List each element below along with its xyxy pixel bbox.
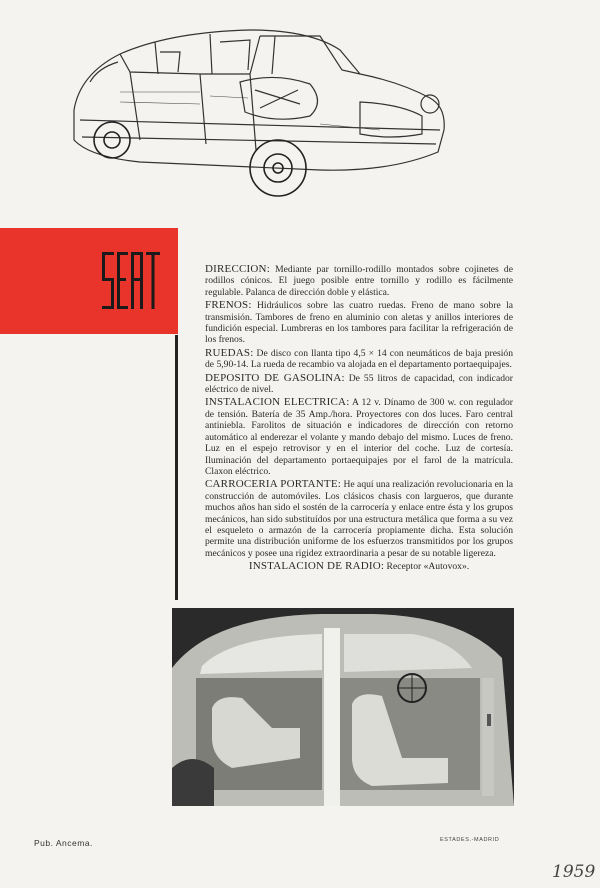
spec-body: De 55 litros de capacidad, con indicador eléctrico de nivel. xyxy=(205,372,513,396)
spec-body: He aquí una realización revolucionaria en la construcción de automóviles. Los clásicos chasis con largueros, que durante muchos años han sido el sostén de la carrocería y enlace entre ésta y los grupos mecánicos, han sido substituídos por una estructura metálica que forma a su vez el esqueleto o armazón de la carrocería propiamente dicha. Esta solución permite una distribución uniforme de los esfuerzos transmitidos por los grupos mecánicos y posee una rigidez extraordinaria a pesar de su notable ligereza. xyxy=(205,479,513,559)
spec-body: Mediante par tornillo-rodillo montados sobre cojinetes de rodillos cónicos. El juego posible entre tornillo y rodillo es fácilmente regulable. Palanca de dirección doble y elástica. xyxy=(205,264,513,298)
spec-heading: INSTALACION ELECTRICA: xyxy=(205,396,350,409)
spec-body: Hidráulicos sobre las cuatro ruedas. Freno de mano sobre la transmisión. Tambores de freno en aluminio con aletas y anillos interiores de fundición especial. Lumbreras en los tambores para facilitar la refrigeración de los frenos. xyxy=(205,300,513,346)
spec-body: Receptor «Autovox». xyxy=(384,561,470,573)
vertical-rule xyxy=(175,335,178,600)
spec-instalacion-electrica xyxy=(205,397,513,477)
spec-deposito xyxy=(205,373,513,396)
spec-heading: INSTALACION DE RADIO: xyxy=(248,560,385,573)
spec-direccion xyxy=(205,264,513,298)
spec-heading: DEPOSITO DE GASOLINA: xyxy=(205,371,345,384)
credit-publisher: Pub. Ancema. xyxy=(34,838,93,848)
spec-ruedas xyxy=(205,348,513,371)
seat-logo xyxy=(102,244,162,320)
spec-frenos xyxy=(205,300,513,346)
car-cutaway-illustration xyxy=(60,12,460,207)
spec-carroceria xyxy=(205,479,513,559)
spec-body: De disco con llanta tipo 4,5 × 14 con neumáticos de baja presión de 5,90-14. La rueda de recambio va alojada en el departamento portaequipajes. xyxy=(205,347,513,371)
interior-photo-drawing xyxy=(172,608,514,806)
credit-printer: ESTADES.-MADRID xyxy=(440,837,500,843)
handwritten-year: 1959 xyxy=(552,862,596,882)
spec-heading: RUEDAS: xyxy=(205,346,254,359)
interior-photo xyxy=(172,608,514,806)
spec-heading: FRENOS: xyxy=(205,299,252,312)
spec-radio xyxy=(205,561,513,572)
spec-heading: CARROCERIA PORTANTE: xyxy=(205,478,342,491)
spec-body: A 12 v. Dínamo de 300 w. con regulador de tensión. Batería de 35 Amp./hora. Proyectores con dos luces. Faro central antiniebla. Farolitos de situación e indicadores de dirección con retorno automático al enderezar el volante y mando debajo del mismo. Luces de freno. Luz en el espejo retrovisor y en el interior del coche. Luz de cortesía. Iluminación del departamento portaequipajes por el farol de la matrícula. Claxon eléctrico. xyxy=(205,397,513,477)
brand-color-block xyxy=(0,228,178,334)
spec-heading: DIRECCION: xyxy=(205,263,270,275)
specifications-text xyxy=(205,264,513,575)
